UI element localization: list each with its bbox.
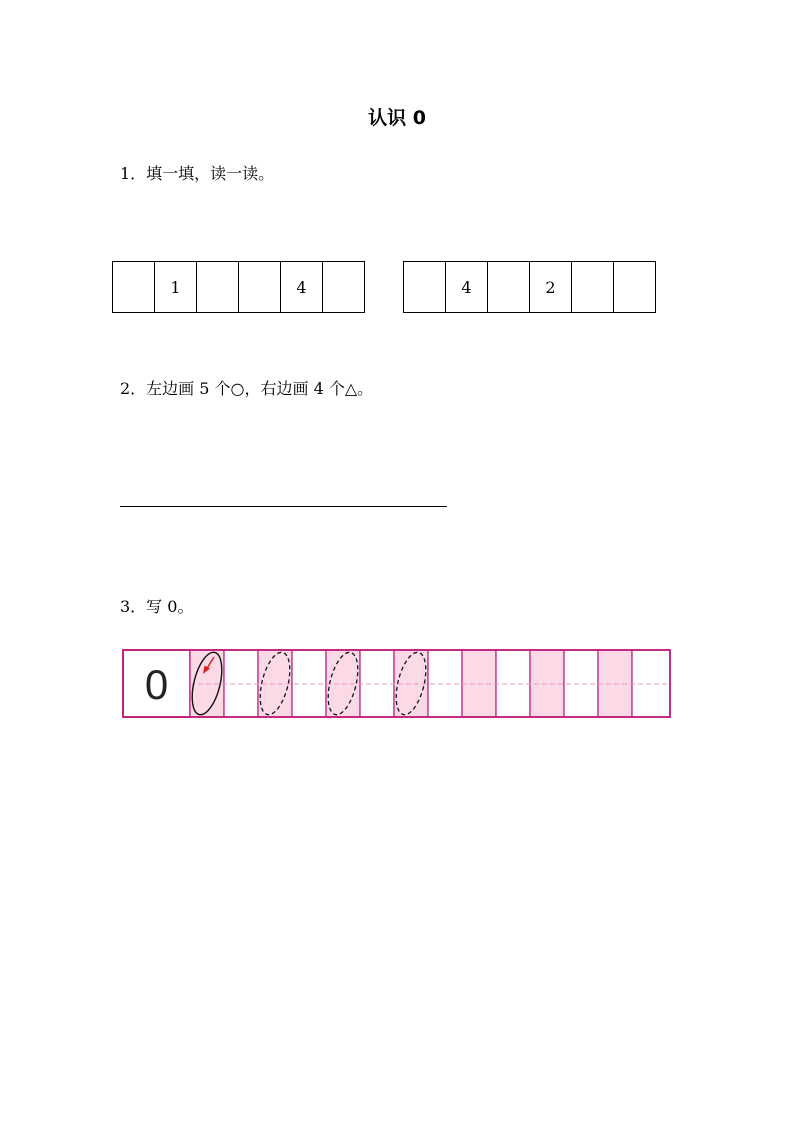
sample-digit: 0 <box>144 661 169 708</box>
number-sequence-left <box>112 261 365 313</box>
number-sequence-right <box>403 261 656 313</box>
question-3-prompt: 3．写 0。 <box>120 597 194 616</box>
question-2-prompt: 2．左边画 5 个○，右边画 4 个△。 <box>120 379 374 398</box>
number-box[interactable]: 4 <box>445 261 488 313</box>
number-box[interactable] <box>487 261 530 313</box>
number-box[interactable]: 1 <box>154 261 197 313</box>
number-box[interactable] <box>403 261 446 313</box>
number-box[interactable] <box>196 261 239 313</box>
number-box[interactable] <box>322 261 365 313</box>
number-box[interactable] <box>112 261 155 313</box>
worksheet-title: 认识 0 <box>368 107 426 129</box>
number-box[interactable] <box>238 261 281 313</box>
number-box[interactable] <box>571 261 614 313</box>
number-box[interactable]: 2 <box>529 261 572 313</box>
question-1-prompt: 1．填一填，读一读。 <box>120 164 275 183</box>
digit-writing-grid <box>122 649 674 721</box>
number-box[interactable]: 4 <box>280 261 323 313</box>
drawing-answer-line[interactable] <box>120 506 447 507</box>
number-box[interactable] <box>613 261 656 313</box>
